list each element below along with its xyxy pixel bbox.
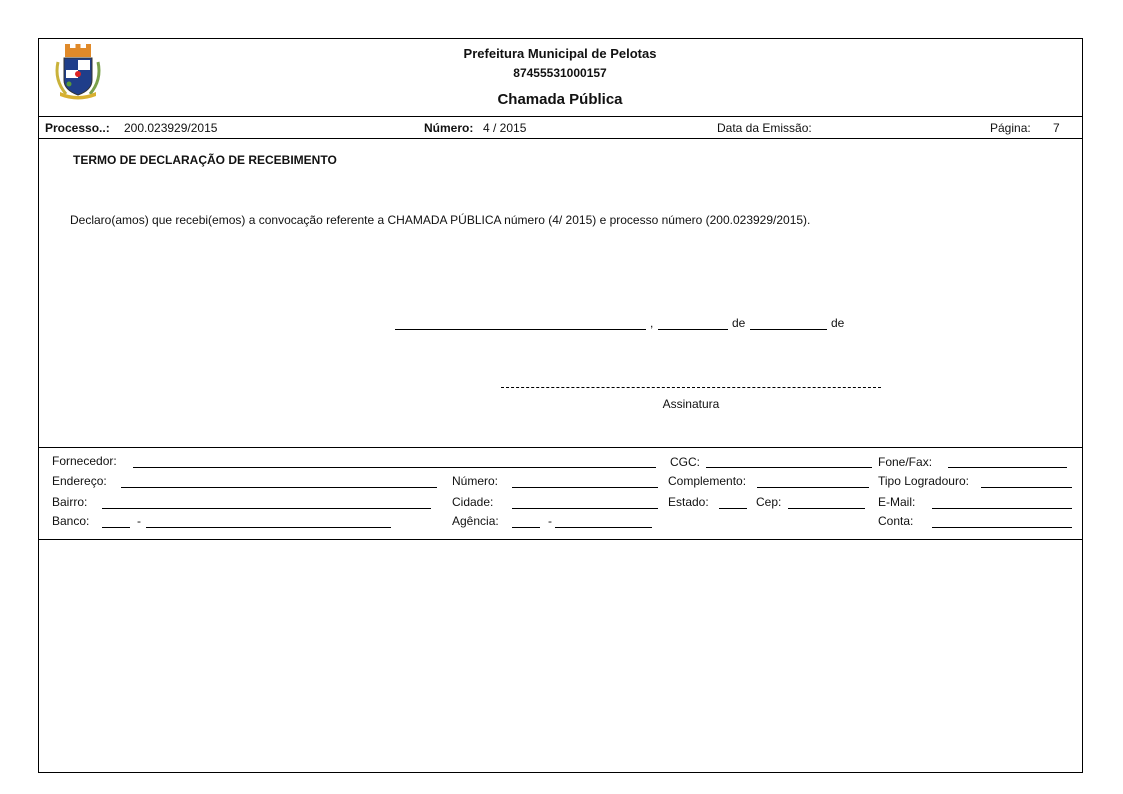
- comma: ,: [650, 316, 654, 330]
- pagina-value: 7: [1053, 121, 1060, 135]
- fornecedor-field: [133, 467, 656, 468]
- conta-field: [932, 527, 1072, 528]
- data-emissao-label: Data da Emissão:: [717, 121, 812, 135]
- month-blank: [750, 329, 827, 330]
- signature-label: Assinatura: [662, 397, 720, 411]
- pagina-label: Página:: [990, 121, 1031, 135]
- complemento-field: [757, 487, 869, 488]
- cep-field: [788, 508, 865, 509]
- de-label-1: de: [732, 316, 746, 330]
- document-title: TERMO DE DECLARAÇÃO DE RECEBIMENTO: [73, 153, 337, 167]
- estado-field: [719, 508, 747, 509]
- agencia-code-field: [512, 527, 540, 528]
- processo-value: 200.023929/2015: [124, 121, 218, 135]
- divider: [38, 138, 1083, 139]
- cep-label: Cep:: [756, 495, 782, 509]
- agencia-dash: -: [548, 514, 552, 528]
- org-name: Prefeitura Municipal de Pelotas: [463, 46, 657, 61]
- banco-code-field: [102, 527, 130, 528]
- cgc-field: [706, 467, 872, 468]
- endereco-label: Endereço:: [52, 474, 107, 488]
- numero-label: Número:: [424, 121, 474, 135]
- bairro-field: [102, 508, 431, 509]
- bairro-label: Bairro:: [52, 495, 88, 509]
- tipo-logradouro-label: Tipo Logradouro:: [878, 474, 969, 488]
- city-blank: [395, 329, 646, 330]
- de-label-2: de: [831, 316, 845, 330]
- divider: [38, 539, 1083, 540]
- banco-name-field: [146, 527, 391, 528]
- declaration-text: Declaro(amos) que recebi(emos) a convocação referente a CHAMADA PÚBLICA número (4/ 2015) e processo número (200.023929/2015).: [70, 213, 811, 227]
- endereco-field: [121, 487, 437, 488]
- banco-label: Banco:: [52, 514, 90, 528]
- tipo-logradouro-field: [981, 487, 1072, 488]
- signature-line: [501, 387, 881, 388]
- email-field: [932, 508, 1072, 509]
- processo-label: Processo..:: [45, 121, 110, 135]
- cidade-label: Cidade:: [452, 495, 494, 509]
- email-label: E-Mail:: [878, 495, 916, 509]
- banco-dash: -: [137, 514, 141, 528]
- document-type-title: Chamada Pública: [497, 91, 623, 108]
- numero-field: [512, 487, 658, 488]
- fornecedor-label: Fornecedor:: [52, 454, 117, 468]
- conta-label: Conta:: [878, 514, 914, 528]
- complemento-label: Complemento:: [668, 474, 747, 488]
- cidade-field: [512, 508, 658, 509]
- agencia-label: Agência:: [452, 514, 499, 528]
- agencia-digit-field: [555, 527, 652, 528]
- estado-label: Estado:: [668, 495, 709, 509]
- fone-fax-label: Fone/Fax:: [878, 455, 933, 469]
- day-blank: [658, 329, 728, 330]
- divider: [38, 447, 1083, 448]
- cgc-label: CGC:: [670, 455, 700, 469]
- divider: [38, 116, 1083, 117]
- org-cnpj: 87455531000157: [513, 66, 607, 80]
- fone-fax-field: [948, 467, 1067, 468]
- municipal-coat-of-arms-icon: [52, 42, 104, 102]
- numero-value: 4 / 2015: [483, 121, 527, 135]
- numero-field-label: Número:: [452, 474, 499, 488]
